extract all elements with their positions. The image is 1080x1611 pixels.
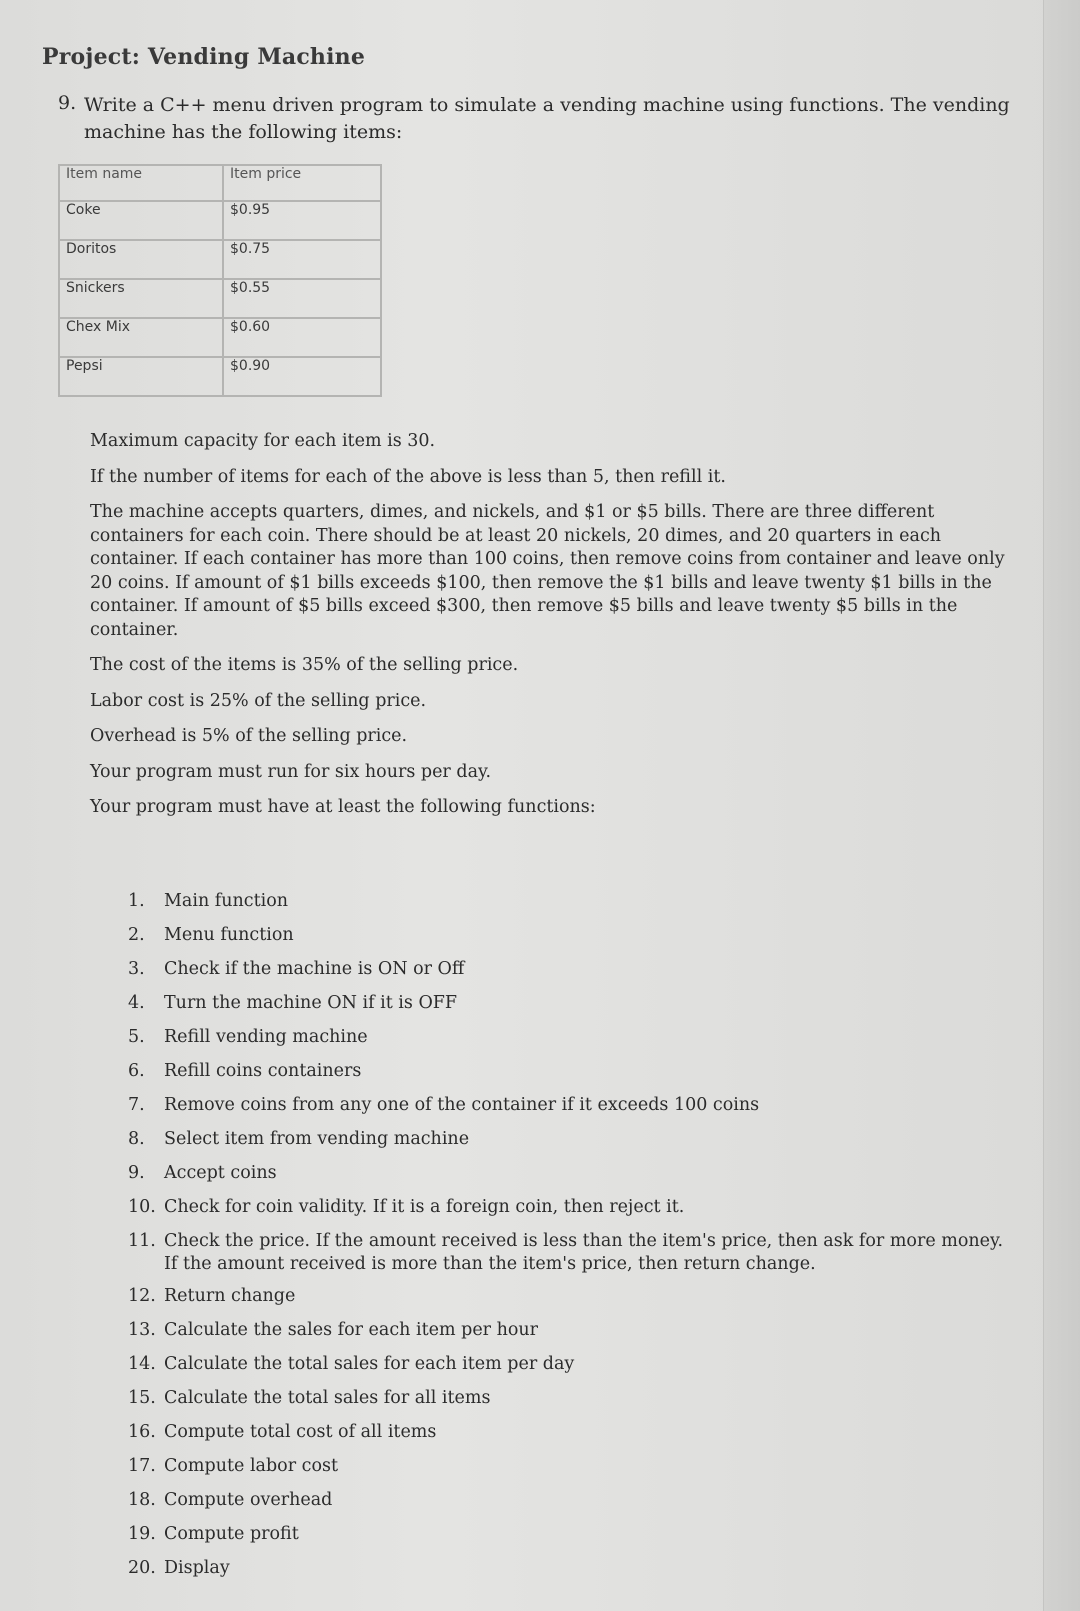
list-number: 19. <box>128 1524 156 1544</box>
question-intro: Write a C++ menu driven program to simulate a vending machine using functions. The vending machine has the following items: <box>84 94 1010 143</box>
list-text: Compute total cost of all items <box>164 1422 437 1442</box>
list-number: 18. <box>128 1490 156 1510</box>
list-item <box>128 1557 1008 1580</box>
table-row <box>59 201 381 240</box>
list-number: 15. <box>128 1388 156 1408</box>
item-price: $0.95 <box>223 201 381 240</box>
requirements-text <box>90 430 1020 832</box>
list-item <box>128 1094 1008 1117</box>
paragraph-runtime: Your program must run for six hours per day. <box>90 761 492 782</box>
list-number: 11. <box>128 1231 156 1251</box>
list-text: Select item from vending machine <box>164 1129 470 1149</box>
item-name: Snickers <box>59 279 223 318</box>
list-text: Check if the machine is ON or Off <box>164 959 465 979</box>
list-item <box>128 1196 1008 1219</box>
paragraph-refill: If the number of items for each of the above is less than 5, then refill it. <box>90 466 726 487</box>
list-number: 8. <box>128 1129 145 1149</box>
list-text: Turn the machine ON if it is OFF <box>164 993 458 1013</box>
table-row <box>59 240 381 279</box>
list-item <box>128 890 1008 913</box>
list-text: Compute labor cost <box>164 1456 338 1476</box>
list-text: Calculate the total sales for each item per day <box>164 1354 575 1374</box>
list-item <box>128 1026 1008 1049</box>
list-text: Return change <box>164 1286 296 1306</box>
list-item <box>128 924 1008 947</box>
list-item <box>128 1230 1008 1276</box>
item-price: $0.75 <box>223 240 381 279</box>
item-name: Coke <box>59 201 223 240</box>
functions-list <box>128 890 1008 1591</box>
list-item <box>128 992 1008 1015</box>
paragraph-functions-intro: Your program must have at least the following functions: <box>90 797 596 817</box>
list-text: Refill coins containers <box>164 1061 362 1081</box>
list-item <box>128 1489 1008 1512</box>
list-item <box>128 958 1008 981</box>
list-item <box>128 1285 1008 1308</box>
table-header-item-name: Item name <box>59 165 223 201</box>
list-number: 20. <box>128 1558 156 1578</box>
paragraph-labor-cost: Labor cost is 25% of the selling price. <box>90 690 427 711</box>
list-text: Main function <box>164 891 289 911</box>
list-number: 7. <box>128 1095 145 1115</box>
question-number: 9. <box>58 92 77 114</box>
list-text: Accept coins <box>164 1163 277 1183</box>
list-text: Compute overhead <box>164 1490 333 1510</box>
item-price: $0.90 <box>223 357 381 396</box>
list-item <box>128 1353 1008 1376</box>
table-row <box>59 357 381 396</box>
paragraph-item-cost: The cost of the items is 35% of the selling price. <box>90 655 519 675</box>
list-item <box>128 1319 1008 1342</box>
list-text: Check the price. If the amount received is less than the item's price, then ask for more money. If the amount received is more than the item's price, then return change. <box>164 1231 1004 1274</box>
project-title: Project: Vending Machine <box>42 44 366 70</box>
list-item <box>128 1060 1008 1083</box>
table-header-row <box>59 165 381 201</box>
paragraph-capacity: Maximum capacity for each item is 30. <box>90 431 436 451</box>
list-number: 5. <box>128 1027 145 1047</box>
list-number: 17. <box>128 1456 156 1476</box>
list-number: 14. <box>128 1354 156 1374</box>
list-number: 12. <box>128 1286 156 1306</box>
item-name: Chex Mix <box>59 318 223 357</box>
list-text: Remove coins from any one of the container if it exceeds 100 coins <box>164 1095 760 1115</box>
list-number: 2. <box>128 925 145 945</box>
list-item <box>128 1421 1008 1444</box>
list-text: Calculate the sales for each item per hour <box>164 1320 539 1340</box>
list-number: 1. <box>128 891 145 911</box>
table-header-item-price: Item price <box>223 165 381 201</box>
page-edge <box>1043 0 1080 1611</box>
list-item <box>128 1162 1008 1185</box>
list-text: Refill vending machine <box>164 1027 368 1047</box>
item-name: Pepsi <box>59 357 223 396</box>
table-row <box>59 318 381 357</box>
paragraph-overhead: Overhead is 5% of the selling price. <box>90 726 408 746</box>
list-text: Menu function <box>164 925 294 945</box>
list-text: Display <box>164 1558 230 1578</box>
list-number: 4. <box>128 993 145 1013</box>
list-number: 3. <box>128 959 145 979</box>
paragraph-coins: The machine accepts quarters, dimes, and nickels, and $1 or $5 bills. There are three different containers for each coin. There should be at least 20 nickels, 20 dimes, and 20 quarters in each container. If each container has more than 100 coins, then remove coins from container and leave only 20 coins. If amount of $1 bills exceeds $100, then remove the $1 bills and leave twenty $1 bills in the container. If amount of $5 bills exceed $300, then remove $5 bills and leave twenty $5 bills in the container. <box>90 502 1005 640</box>
list-number: 16. <box>128 1422 156 1442</box>
table-row <box>59 279 381 318</box>
list-text: Calculate the total sales for all items <box>164 1388 491 1408</box>
list-text: Compute profit <box>164 1524 299 1544</box>
list-number: 9. <box>128 1163 145 1183</box>
list-text: Check for coin validity. If it is a foreign coin, then reject it. <box>164 1197 685 1217</box>
list-number: 6. <box>128 1061 145 1081</box>
item-name: Doritos <box>59 240 223 279</box>
list-item <box>128 1387 1008 1410</box>
items-table <box>58 164 382 397</box>
list-item <box>128 1455 1008 1478</box>
item-price: $0.55 <box>223 279 381 318</box>
list-item <box>128 1128 1008 1151</box>
item-price: $0.60 <box>223 318 381 357</box>
list-number: 13. <box>128 1320 156 1340</box>
list-number: 10. <box>128 1197 156 1217</box>
list-item <box>128 1523 1008 1546</box>
